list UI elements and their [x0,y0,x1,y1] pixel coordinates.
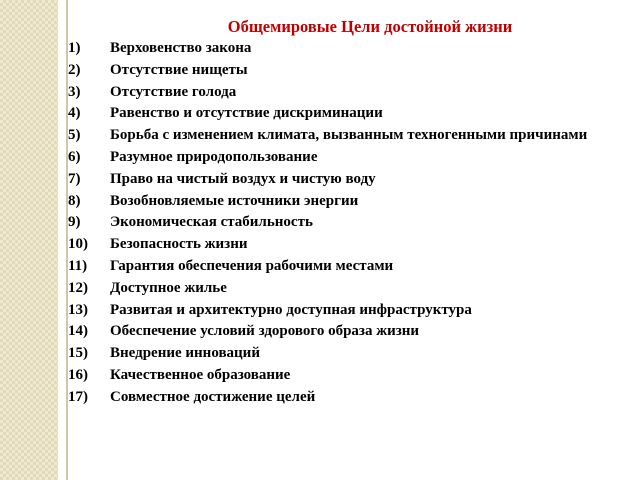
goal-text: Безопасность жизни [110,236,248,253]
goal-number: 14) [68,323,88,340]
goal-item [68,321,630,343]
goal-number: 10) [68,236,88,253]
goal-number: 9) [68,214,81,231]
goal-text: Разумное природопользование [110,148,318,165]
slide-title: Общемировые Цели достойной жизни [227,17,513,36]
goal-text: Обеспечение условий здорового образа жизни [110,323,420,340]
goal-item [68,38,630,60]
goal-number: 13) [68,301,88,318]
goal-item [68,147,630,169]
goal-number: 6) [68,148,81,165]
goal-text: Возобновляемые источники энергии [110,192,359,209]
goal-text: Развитая и архитектурно доступная инфраструктура [110,301,472,318]
goal-item [68,278,630,300]
goal-item [68,82,630,104]
goal-number: 4) [68,105,81,122]
goal-text: Доступное жилье [110,279,227,296]
goal-number: 7) [68,170,81,187]
goal-text: Равенство и отсутствие дискриминации [110,105,383,122]
goal-item [68,343,630,365]
goal-number: 11) [68,257,88,274]
goal-number: 16) [68,366,88,383]
goal-text: Гарантия обеспечения рабочими местами [110,257,394,274]
goal-item [68,256,630,278]
goal-text: Экономическая стабильность [110,214,313,231]
goal-number: 3) [68,83,81,100]
goal-item [68,60,630,82]
goal-item [68,300,630,322]
goal-item [68,125,630,147]
goal-text: Совместное достижение целей [110,388,316,405]
goal-item [68,212,630,234]
goal-item [68,234,630,256]
goal-number: 2) [68,61,81,78]
goal-text: Отсутствие нищеты [110,61,248,78]
goals-list [68,38,630,409]
goal-text: Борьба с изменением климата, вызванным техногенными причинами [110,127,588,144]
goal-number: 15) [68,345,88,362]
goal-item [68,103,630,125]
goal-item [68,387,630,409]
slide-content [68,16,630,409]
goal-text: Качественное образование [110,366,291,383]
goal-number: 12) [68,279,88,296]
goal-item [68,169,630,191]
goal-number: 5) [68,127,81,144]
goal-number: 1) [68,40,81,56]
goal-item [68,191,630,213]
goal-text: Верховенство закона [110,40,252,56]
goal-text: Отсутствие голода [110,83,237,100]
goal-number: 8) [68,192,81,209]
decorative-side-strip [0,0,58,480]
goal-number: 17) [68,388,88,405]
goal-text: Право на чистый воздух и чистую воду [110,170,376,187]
goal-text: Внедрение инноваций [110,345,260,362]
goal-item [68,365,630,387]
